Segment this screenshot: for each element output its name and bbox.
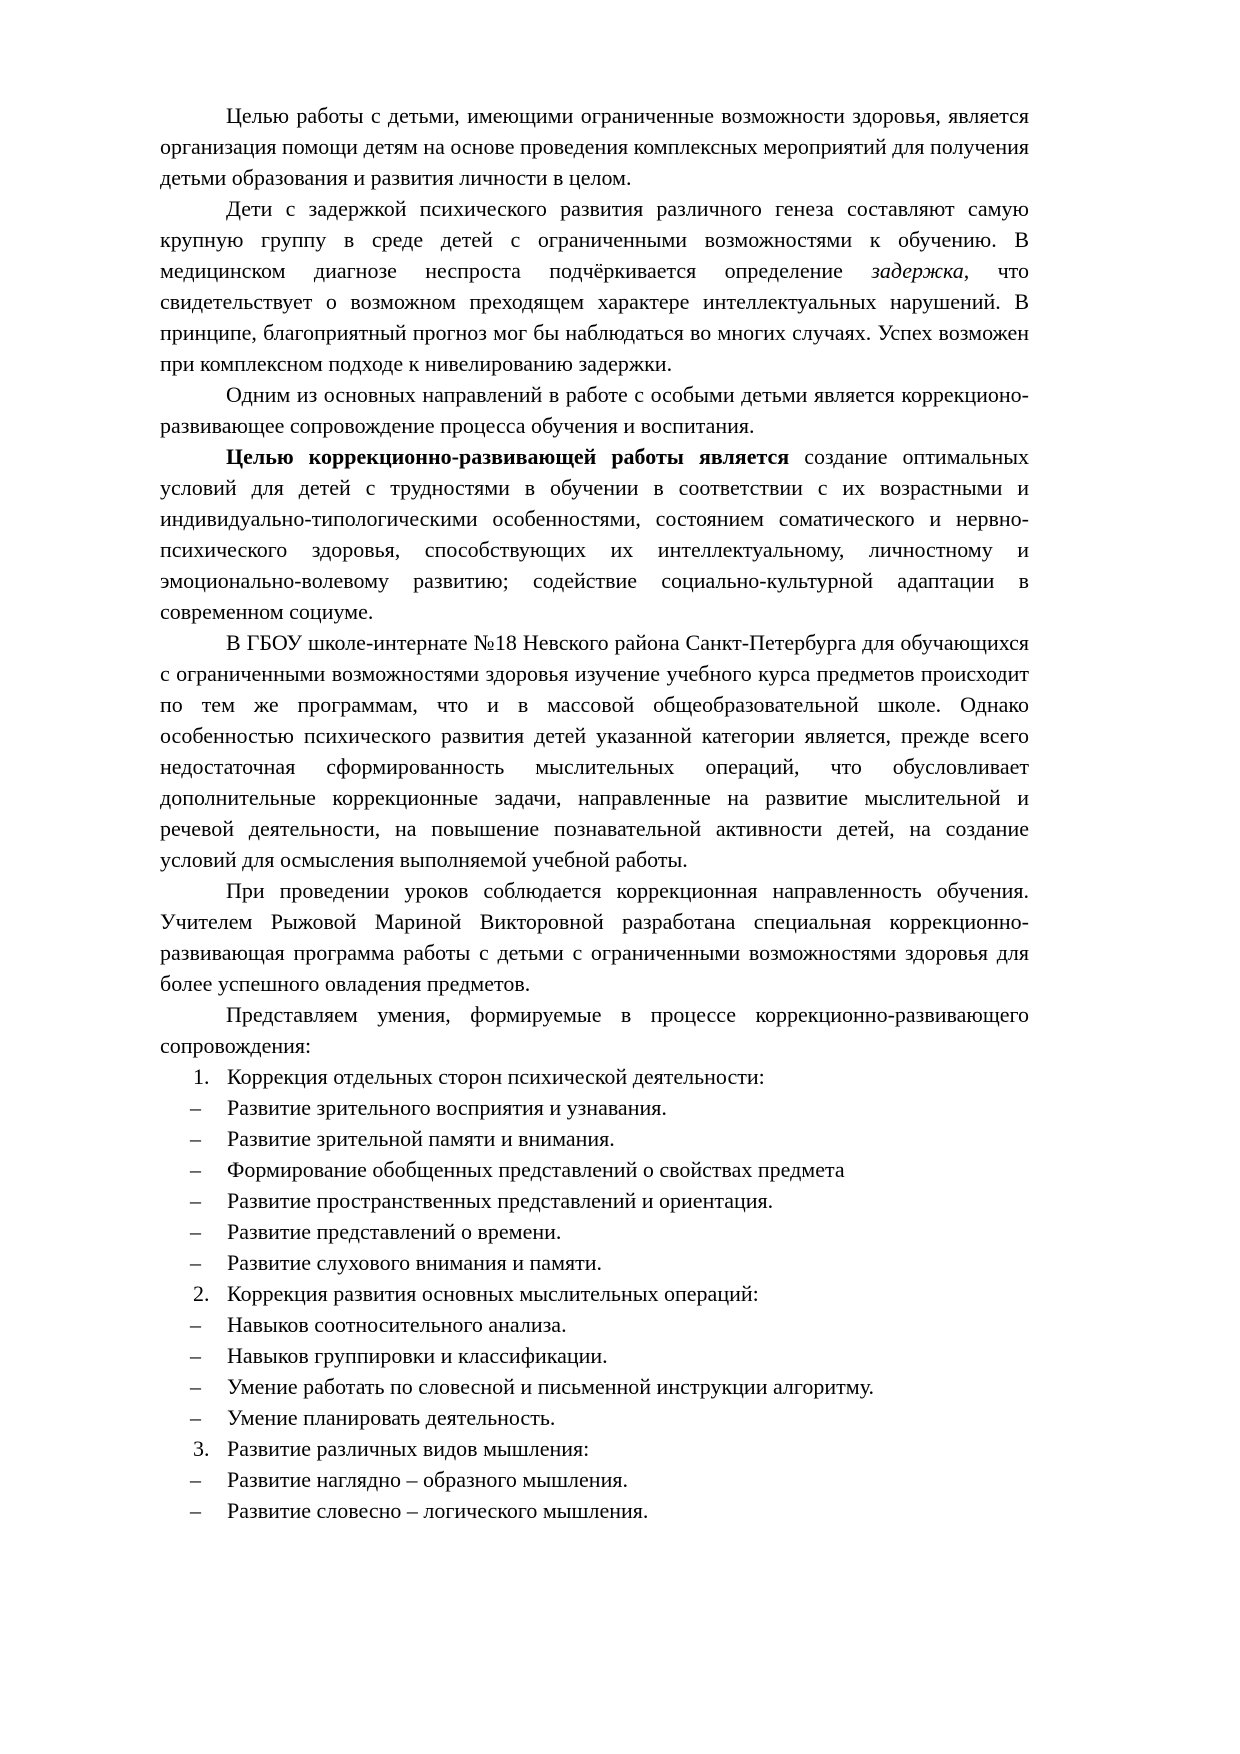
list-item-text bbox=[227, 1092, 1029, 1123]
list-item bbox=[160, 1278, 1029, 1309]
text-run: Представляем умения, формируемые в процессе коррекционно-развивающего сопровождения: bbox=[160, 1002, 1029, 1058]
list-dash: – bbox=[190, 1219, 201, 1244]
list-dash: – bbox=[190, 1312, 201, 1337]
paragraph bbox=[160, 627, 1029, 875]
list-dash: – bbox=[190, 1126, 201, 1151]
list-dash: – bbox=[190, 1498, 201, 1523]
list-item bbox=[160, 1247, 1029, 1278]
text-run: Целью работы с детьми, имеющими ограниченные возможности здоровья, является организация помощи детям на основе проведения комплексных мероприятий для получения детьми образования и развития личности в целом. bbox=[160, 103, 1029, 190]
text-run: Навыков группировки и классификации. bbox=[227, 1343, 608, 1368]
paragraph bbox=[160, 441, 1029, 627]
list-item-text bbox=[227, 1371, 1029, 1402]
list-dash: – bbox=[190, 1405, 201, 1430]
list-item-text bbox=[227, 1278, 1029, 1309]
text-run: , что свидетельствует о возможном преходящем характере интеллектуальных нарушений. В принципе, благоприятный прогноз мог бы наблюдаться во многих случаях. Успех возможен при комплексном подходе к нивелированию задержки. bbox=[160, 258, 1029, 376]
text-run: Развитие зрительного восприятия и узнавания. bbox=[227, 1095, 667, 1120]
text-run: Развитие наглядно – образного мышления. bbox=[227, 1467, 628, 1492]
list-dash: – bbox=[190, 1250, 201, 1275]
list-item bbox=[160, 1185, 1029, 1216]
list-dash: – bbox=[190, 1374, 201, 1399]
text-run: Формирование обобщенных представлений о свойствах предмета bbox=[227, 1157, 845, 1182]
list-item-text bbox=[227, 1495, 1029, 1526]
list-item bbox=[160, 1092, 1029, 1123]
text-run: Развитие слухового внимания и памяти. bbox=[227, 1250, 602, 1275]
list-item bbox=[160, 1402, 1029, 1433]
list-item-text bbox=[227, 1185, 1029, 1216]
text-run: При проведении уроков соблюдается коррекционная направленность обучения. Учителем Рыжовой Мариной Викторовной разработана специальная коррекционно-развивающая программа работы с детьми с ограниченными возможностями здоровья для более успешного овладения предметов. bbox=[160, 878, 1029, 996]
list-item-text bbox=[227, 1309, 1029, 1340]
list-item-text bbox=[227, 1061, 1029, 1092]
list-item-text bbox=[227, 1216, 1029, 1247]
list-item bbox=[160, 1340, 1029, 1371]
text-run: Коррекция развития основных мыслительных операций: bbox=[227, 1281, 759, 1306]
text-run: Навыков соотносительного анализа. bbox=[227, 1312, 567, 1337]
list-item bbox=[160, 1154, 1029, 1185]
text-run: Развитие представлений о времени. bbox=[227, 1219, 562, 1244]
text-run: Умение работать по словесной и письменной инструкции алгоритму. bbox=[227, 1374, 874, 1399]
paragraph bbox=[160, 193, 1029, 379]
paragraph bbox=[160, 999, 1029, 1061]
list-dash: – bbox=[190, 1157, 201, 1182]
list-item bbox=[160, 1495, 1029, 1526]
list-item-text bbox=[227, 1402, 1029, 1433]
list-number: 2. bbox=[193, 1281, 210, 1306]
list-item-text bbox=[227, 1340, 1029, 1371]
list-item bbox=[160, 1309, 1029, 1340]
text-run: Умение планировать деятельность. bbox=[227, 1405, 556, 1430]
list-dash: – bbox=[190, 1188, 201, 1213]
text-run: Развитие пространственных представлений и ориентация. bbox=[227, 1188, 774, 1213]
list-number: 3. bbox=[193, 1436, 210, 1461]
paragraph bbox=[160, 875, 1029, 999]
list-item bbox=[160, 1123, 1029, 1154]
text-run: Одним из основных направлений в работе с особыми детьми является коррекционо-развивающее сопровождение процесса обучения и воспитания. bbox=[160, 382, 1029, 438]
paragraph bbox=[160, 379, 1029, 441]
text-run: Целью коррекционно-развивающей работы является bbox=[226, 444, 790, 469]
list-item bbox=[160, 1433, 1029, 1464]
text-run: задержка bbox=[871, 258, 964, 283]
text-run: В ГБОУ школе-интернате №18 Невского района Санкт-Петербурга для обучающихся с ограниченными возможностями здоровья изучение учебного курса предметов происходит по тем же программам, что и в массовой общеобразовательной школе. Однако особенностью психического развития детей указанной категории является, прежде всего недостаточная сформированность мыслительных операций, что обусловливает дополнительные коррекционные задачи, направленные на развитие мыслительной и речевой деятельности, на повышение познавательной активности детей, на создание условий для осмысления выполняемой учебной работы. bbox=[160, 630, 1029, 872]
list-dash: – bbox=[190, 1467, 201, 1492]
list-item bbox=[160, 1464, 1029, 1495]
list-item bbox=[160, 1061, 1029, 1092]
list-number: 1. bbox=[193, 1064, 210, 1089]
text-run: Коррекция отдельных сторон психической деятельности: bbox=[227, 1064, 765, 1089]
list-dash: – bbox=[190, 1343, 201, 1368]
text-run: создание оптимальных условий для детей с трудностями в обучении в соответствии с их возрастными и индивидуально-типологическими особенностями, состоянием соматического и нервно-психического здоровья, способствующих их интеллектуальному, личностному и эмоционально-волевому развитию; содействие социально-культурной адаптации в современном социуме. bbox=[160, 444, 1029, 624]
list-item-text bbox=[227, 1123, 1029, 1154]
text-run: Развитие различных видов мышления: bbox=[227, 1436, 590, 1461]
text-run: Развитие зрительной памяти и внимания. bbox=[227, 1126, 615, 1151]
text-run: Развитие словесно – логического мышления. bbox=[227, 1498, 649, 1523]
list-item-text bbox=[227, 1154, 1029, 1185]
paragraph bbox=[160, 100, 1029, 193]
list-item-text bbox=[227, 1247, 1029, 1278]
text-run: Дети с задержкой психического развития различного генеза составляют самую крупную группу в среде детей с ограниченными возможностями к обучению. В медицинском диагнозе неспроста подчёркивается определение bbox=[160, 196, 1029, 283]
list-dash: – bbox=[190, 1095, 201, 1120]
document-content bbox=[160, 100, 1029, 1526]
list-item-text bbox=[227, 1464, 1029, 1495]
list-item-text bbox=[227, 1433, 1029, 1464]
list-item bbox=[160, 1216, 1029, 1247]
list-item bbox=[160, 1371, 1029, 1402]
